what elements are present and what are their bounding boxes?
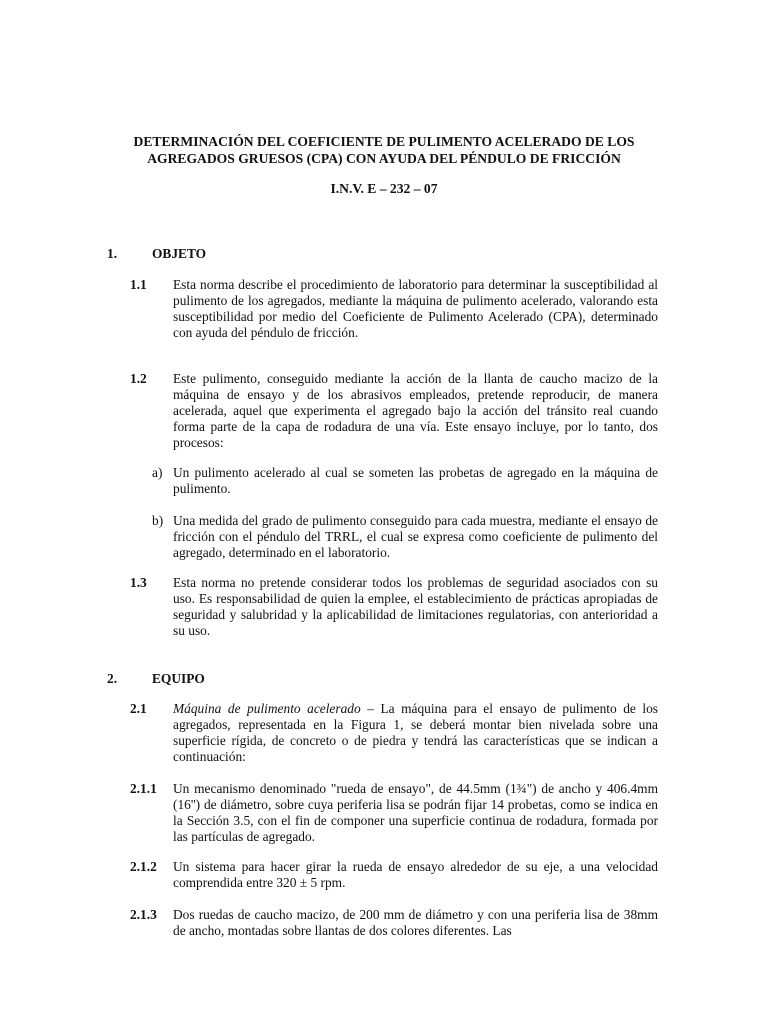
para-2-1-italic-term: Máquina de pulimento acelerado [173, 701, 361, 716]
para-2-1-body: – La máquina para el ensayo de pulimento de los agregados, representada en la Figura 1, se deberá montar bien nivelada sobre una superficie rígida, de concreto o de piedra y tendrá las características que se indican a continuación: [173, 701, 659, 764]
para-1-3-text: Esta norma no pretende considerar todos los problemas de seguridad asociados con su uso. Es responsabilidad de quien la emplee, el establecimiento de prácticas apropiadas de seguridad y salubridad y la aplicabilidad de limitaciones regulatorias, con anterioridad a su uso. [173, 575, 658, 638]
item-b-label: b) [152, 513, 164, 528]
section-2-number: 2. [107, 671, 118, 686]
item-b-text: Una medida del grado de pulimento conseguido para cada muestra, mediante el ensayo de fricción con el péndulo del TRRL, el cual se expresa como coeficiente de pulimento del agregado, determinado en el laboratorio. [173, 513, 658, 560]
para-1-2-text: Este pulimento, conseguido mediante la acción de la llanta de caucho macizo de la máquina de ensayo y de los abrasivos empleados, pretende reproducir, de manera acelerada, aquel que experimenta el agregado bajo la acción del tránsito real cuando forma parte de la capa de rodadura de una vía. Este ensayo incluye, por lo tanto, dos procesos: [173, 371, 658, 450]
section-2-heading: EQUIPO [152, 671, 205, 686]
para-2-1-2-text: Un sistema para hacer girar la rueda de ensayo alrededor de su eje, a una velocidad comprendida entre 320 ± 5 rpm. [173, 859, 658, 890]
item-a-label: a) [152, 465, 163, 480]
para-1-1-text: Esta norma describe el procedimiento de laboratorio para determinar la susceptibilidad al pulimento de los agregados, mediante la máquina de pulimento acelerado, valorando esta susceptibilidad por medio del Coeficiente de Pulimento Acelerado (CPA), determinado con ayuda del péndulo de fricción. [173, 277, 658, 340]
para-1-1-number: 1.1 [130, 277, 147, 292]
para-2-1-3-text: Dos ruedas de caucho macizo, de 200 mm de diámetro y con una periferia lisa de 38mm de ancho, montadas sobre llantas de dos colores diferentes. Las [173, 907, 658, 938]
para-1-3-number: 1.3 [130, 575, 147, 590]
section-1-number: 1. [107, 246, 118, 261]
para-2-1-2-number: 2.1.2 [130, 859, 157, 874]
title-line-2: AGREGADOS GRUESOS (CPA) CON AYUDA DEL PÉNDULO DE FRICCIÓN [147, 150, 621, 166]
para-2-1-3-number: 2.1.3 [130, 907, 157, 922]
title-line-1: DETERMINACIÓN DEL COEFICIENTE DE PULIMENTO ACELERADO DE LOS [133, 134, 635, 149]
section-1-heading: OBJETO [152, 246, 207, 261]
item-a-text: Un pulimento acelerado al cual se someten las probetas de agregado en la máquina de pulimento. [173, 465, 658, 496]
para-2-1-1-number: 2.1.1 [130, 781, 157, 796]
document-title [90, 134, 678, 167]
para-2-1-text [173, 701, 658, 765]
para-2-1-number: 2.1 [130, 701, 147, 716]
para-1-2-number: 1.2 [130, 371, 147, 386]
para-2-1-1-text: Un mecanismo denominado "rueda de ensayo", de 44.5mm (1¾") de ancho y 406.4mm (16'') de diámetro, sobre cuya periferia lisa se podrán fijar 14 probetas, como se indica en la Sección 3.5, con el fin de componer una superficie continua de rodadura, formada por las partículas de agregado. [173, 781, 658, 844]
norm-code: I.N.V. E – 232 – 07 [330, 181, 438, 196]
